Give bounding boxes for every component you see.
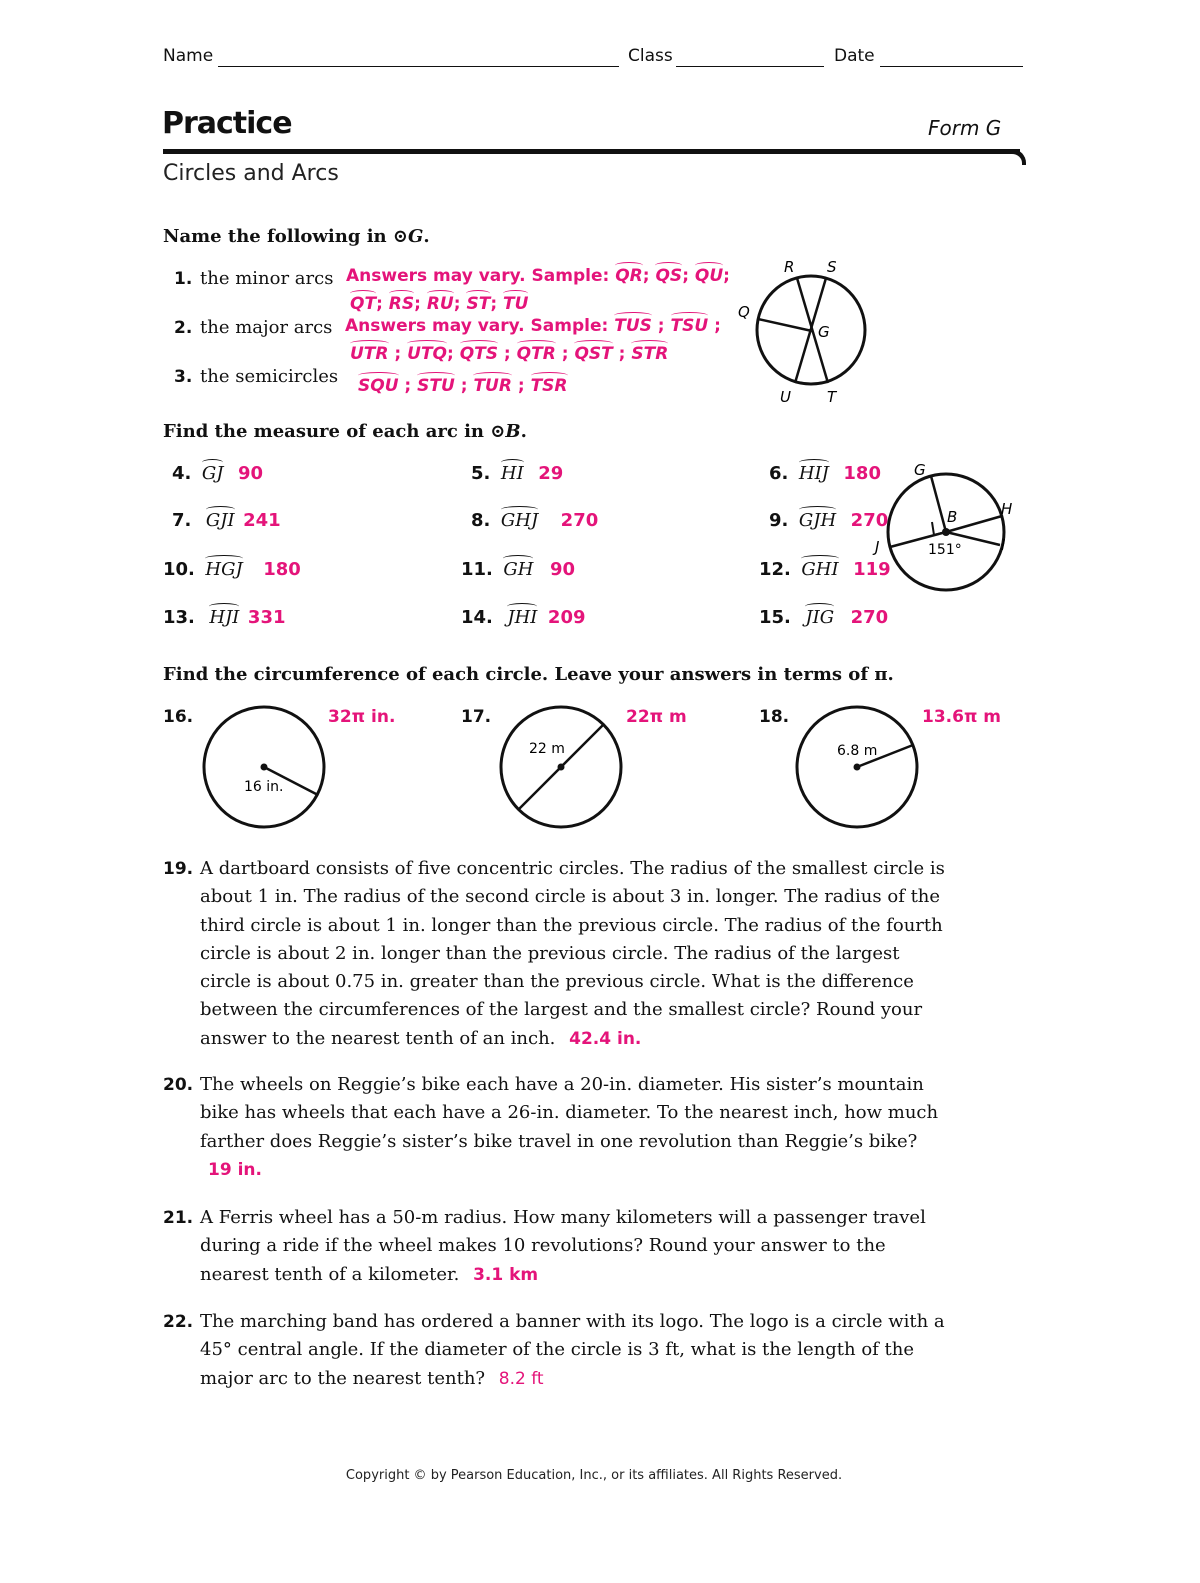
- title-rule: [163, 149, 1020, 154]
- circle-22: [497, 703, 625, 831]
- answer-minor-arcs-line1: Answers may vary. Sample: QR; QS; QU;: [346, 266, 730, 286]
- answer-major-arcs-line1: Answers may vary. Sample: TUS ; TSU ;: [345, 316, 721, 336]
- answer-semicircles: SQU ; STU ; TUR ; TSR: [358, 376, 568, 396]
- item-number: 1.: [174, 269, 193, 289]
- name-label: Name: [163, 46, 214, 66]
- problem-19: 19. A dartboard consists of five concentric circles. The radius of the smallest circle is about 1 in. The radius of the second circle is about 3 in. longer. The radius of the third circle is about 1 in. longer than the previous circle. The radius of the fourth circle is about 2 in. longer than the previous circle. The radius of the largest circle is about 0.75 in. greater than the previous circle. What is the difference between the circumferences of the largest and the smallest circle? Round your answer to the nearest tenth of an inch. 42.4 in.: [163, 858, 945, 1049]
- date-field[interactable]: [880, 66, 1023, 67]
- radius-label: 16 in.: [244, 779, 284, 795]
- arc-item: 10. HGJ 180: [163, 559, 301, 580]
- label-j: J: [875, 538, 880, 556]
- answer-minor-arcs-line2: QT; RS; RU; ST; TU: [350, 294, 529, 314]
- item-label: the major arcs: [200, 317, 333, 338]
- arc-item: 13. HJI 331: [163, 607, 286, 628]
- page-title: Practice: [162, 106, 292, 141]
- arc-item: 8. GHJ 270: [471, 510, 599, 531]
- arc-item: 14. JHI 209: [461, 607, 586, 628]
- name-field[interactable]: [218, 66, 619, 67]
- circumference-answer: 32π in.: [328, 707, 396, 727]
- radius-label: 6.8 m: [837, 743, 878, 759]
- section3-instruction: Find the circumference of each circle. Leave your answers in terms of π.: [163, 664, 894, 685]
- arc-item: 11. GH 90: [461, 559, 576, 580]
- problem-20: 20. The wheels on Reggie’s bike each have a 20-in. diameter. His sister’s mountain bike has wheels that each have a 26-in. diameter. To the nearest inch, how much farther does Reggie’s sister’s bike travel in one revolution than Reggie’s bike? 19 in.: [163, 1074, 939, 1180]
- item-label: the minor arcs: [200, 268, 334, 289]
- problem-22: 22. The marching band has ordered a banner with its logo. The logo is a circle with a 45° central angle. If the diameter of the circle is 3 ft, what is the length of the major arc to the nearest tenth? 8.2 ft: [163, 1311, 945, 1389]
- label-b: B: [947, 508, 958, 526]
- item-label: the semicircles: [200, 366, 339, 387]
- arc-item: 5. HI 29: [471, 463, 564, 484]
- label-t: T: [827, 388, 837, 406]
- problem-21: 21. A Ferris wheel has a 50-m radius. How many kilometers will a passenger travel during a ride if the wheel makes 10 revolutions? Round your answer to the nearest tenth of a kilometer. 3.1 km: [163, 1207, 926, 1285]
- arc-item: 6. HIJ 180: [769, 463, 881, 484]
- arc-item: 4. GJ 90: [172, 463, 264, 484]
- arc-item: 12. GHI 119: [759, 559, 891, 580]
- footer-copyright: Copyright © by Pearson Education, Inc., or its affiliates. All Rights Reserved.: [345, 1468, 843, 1483]
- circle-6-8: [793, 703, 921, 831]
- label-h: H: [1001, 500, 1013, 518]
- circle-b-diagram: [868, 458, 1028, 598]
- class-label: Class: [628, 46, 673, 66]
- date-label: Date: [834, 46, 875, 66]
- label-u: U: [780, 388, 791, 406]
- label-r: R: [784, 258, 795, 276]
- circumference-answer: 22π m: [626, 707, 687, 727]
- form-label: Form G: [928, 116, 1002, 140]
- circumference-answer: 13.6π m: [922, 707, 1002, 727]
- item-number: 17.: [461, 707, 492, 727]
- title-rule-hook: [1010, 149, 1026, 165]
- section1-instruction: Name the following in ⊙G.: [163, 226, 430, 247]
- answer-major-arcs-line2: UTR ; UTQ; QTS ; QTR ; QST ; STR: [350, 344, 669, 364]
- circle-g-diagram: [735, 255, 875, 410]
- label-g: G: [914, 461, 926, 479]
- arc-item: 9. GJH 270: [769, 510, 889, 531]
- arc-item: 15. JIG 270: [759, 607, 889, 628]
- arc-item: 7. GJI 241: [172, 510, 281, 531]
- item-number: 18.: [759, 707, 790, 727]
- label-s: S: [827, 258, 837, 276]
- label-g: G: [818, 323, 830, 341]
- item-number: 16.: [163, 707, 194, 727]
- angle-label: 151°: [928, 542, 962, 558]
- page-subtitle: Circles and Arcs: [163, 161, 339, 186]
- diameter-label: 22 m: [529, 741, 565, 757]
- class-field[interactable]: [676, 66, 824, 67]
- label-q: Q: [738, 303, 750, 321]
- item-number: 2.: [174, 318, 193, 338]
- label-i: I: [1001, 536, 1006, 554]
- item-number: 3.: [174, 367, 193, 387]
- circle-16: [200, 703, 328, 831]
- section2-instruction: Find the measure of each arc in ⊙B.: [163, 421, 527, 442]
